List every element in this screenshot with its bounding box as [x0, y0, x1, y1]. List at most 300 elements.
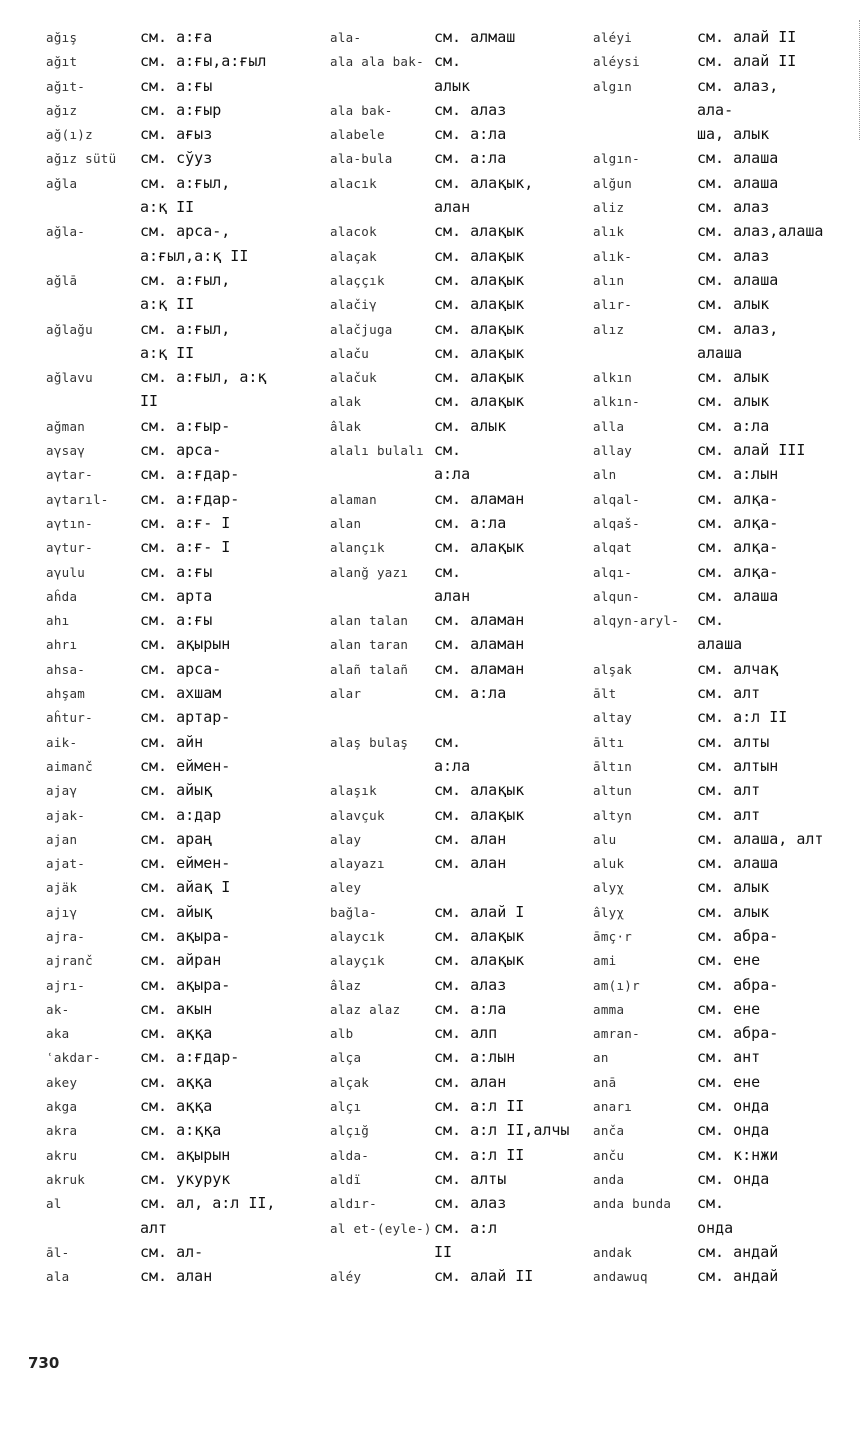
entry-headword: âlak — [330, 418, 362, 434]
entry-reference: см. а:ла — [434, 513, 507, 532]
dictionary-entry — [593, 75, 853, 99]
column-2 — [330, 26, 590, 1289]
entry-headword: aliz — [593, 200, 625, 216]
dictionary-entry — [593, 342, 853, 366]
dictionary-entry — [46, 682, 306, 706]
entry-reference: см. алык — [434, 416, 507, 435]
entry-headword: aγtarıl- — [46, 491, 109, 507]
entry-reference: см. алқа- — [697, 513, 779, 532]
dictionary-entry — [593, 366, 853, 390]
entry-reference: см. андай — [697, 1267, 779, 1286]
entry-reference: см. алай II — [434, 1267, 534, 1286]
dictionary-entry — [593, 609, 853, 633]
dictionary-entry — [593, 828, 853, 852]
entry-headword: aγtın- — [46, 515, 93, 531]
dictionary-entry — [46, 706, 306, 730]
entry-headword: alqal- — [593, 491, 640, 507]
dictionary-entry — [330, 876, 590, 900]
entry-headword: âlaz — [330, 977, 362, 993]
entry-headword: aĥtur- — [46, 710, 93, 726]
dictionary-entry — [593, 585, 853, 609]
entry-reference: см. алмаш — [434, 28, 516, 46]
entry-headword: aln — [593, 467, 617, 483]
entry-headword: ajrı- — [46, 977, 86, 993]
entry-reference: см. а:ла — [434, 125, 507, 144]
entry-headword: ahı — [46, 613, 70, 629]
entry-headword: alačiγ — [330, 297, 377, 313]
dictionary-entry — [593, 1192, 853, 1216]
entry-reference: см. андай — [697, 1242, 779, 1261]
entry-headword: ağıt — [46, 54, 78, 70]
entry-reference: см. а:л II — [434, 1145, 525, 1164]
dictionary-entry — [593, 925, 853, 949]
dictionary-entry — [330, 75, 590, 99]
entry-reference: алаша — [697, 343, 743, 362]
dictionary-entry — [593, 731, 853, 755]
dictionary-entry — [593, 50, 853, 74]
entry-reference: см. арса- — [140, 659, 222, 678]
entry-reference: см. алаз — [434, 100, 507, 119]
entry-reference: см. а:ла — [434, 999, 507, 1018]
entry-headword: alacok — [330, 224, 377, 240]
dictionary-entry — [330, 731, 590, 755]
entry-headword: aldï — [330, 1171, 362, 1187]
entry-headword: ağız sütü — [46, 151, 117, 167]
entry-reference: см. алаз, — [697, 319, 779, 338]
dictionary-entry — [330, 585, 590, 609]
entry-reference: см. алаша — [697, 149, 779, 168]
dictionary-entry — [330, 415, 590, 439]
entry-reference: см. ағыз — [140, 125, 213, 144]
entry-headword: ağ(ı)z — [46, 127, 93, 143]
dictionary-entry — [330, 99, 590, 123]
entry-headword: alaçak — [330, 248, 377, 264]
entry-headword: alay — [330, 831, 362, 847]
entry-headword: aléysi — [593, 54, 640, 70]
dictionary-entry — [46, 633, 306, 657]
dictionary-entry — [330, 633, 590, 657]
entry-headword: ahşam — [46, 686, 86, 702]
entry-reference: а:қ II — [140, 198, 195, 217]
dictionary-entry — [46, 50, 306, 74]
entry-reference: алан — [434, 198, 471, 217]
dictionary-entry — [46, 925, 306, 949]
entry-headword: an — [593, 1050, 609, 1066]
entry-headword: alçak — [330, 1074, 370, 1090]
entry-headword: ağlā — [46, 272, 78, 288]
entry-headword: alayazı — [330, 856, 385, 872]
entry-headword: ajak- — [46, 807, 86, 823]
entry-reference: см. сўуз — [140, 149, 213, 168]
entry-reference: см. алақык — [434, 319, 525, 338]
dictionary-entry — [46, 876, 306, 900]
entry-reference: см. а:ғы,а:ғыл — [140, 52, 267, 71]
entry-reference: см. — [434, 732, 462, 751]
dictionary-entry — [330, 1265, 590, 1289]
dictionary-entry — [593, 26, 853, 50]
dictionary-entry — [593, 706, 853, 730]
entry-headword: alançık — [330, 540, 385, 556]
dictionary-entry — [593, 901, 853, 925]
entry-headword: alabele — [330, 127, 385, 143]
dictionary-entry — [46, 828, 306, 852]
entry-headword: aγulu — [46, 564, 86, 580]
entry-headword: ālt — [593, 686, 617, 702]
entry-reference: см. алт — [697, 684, 761, 703]
dictionary-entry — [593, 293, 853, 317]
entry-reference: см. алақык — [434, 343, 525, 362]
dictionary-entry — [330, 925, 590, 949]
dictionary-entry — [593, 561, 853, 585]
entry-reference: см. алп — [434, 1024, 498, 1043]
column-3 — [593, 26, 853, 1289]
column-1 — [46, 26, 306, 1289]
entry-reference: см. алай II — [697, 28, 797, 46]
dictionary-entry — [593, 536, 853, 560]
entry-reference: а:ла — [434, 465, 471, 484]
entry-headword: alaču — [330, 345, 370, 361]
entry-reference: см. алык — [697, 392, 770, 411]
entry-reference: см. ене — [697, 1072, 761, 1091]
entry-headword: amma — [593, 1001, 625, 1017]
entry-headword: ahsa- — [46, 661, 86, 677]
dictionary-entry — [330, 706, 590, 730]
dictionary-entry — [593, 1241, 853, 1265]
dictionary-entry — [330, 561, 590, 585]
entry-reference: см. аққа — [140, 1024, 213, 1043]
entry-headword: anarı — [593, 1099, 633, 1115]
entry-headword: alalı bulalı — [330, 443, 424, 459]
dictionary-entry — [330, 245, 590, 269]
entry-reference: см. алақык — [434, 222, 525, 241]
entry-reference: см. а:лын — [434, 1048, 516, 1067]
entry-reference: см. абра- — [697, 975, 779, 994]
entry-reference: см. ақырын — [140, 1145, 231, 1164]
entry-headword: alavçuk — [330, 807, 385, 823]
entry-headword: alık- — [593, 248, 633, 264]
entry-reference: см. — [434, 52, 462, 71]
dictionary-entry — [46, 755, 306, 779]
dictionary-entry — [593, 633, 853, 657]
entry-reference: см. алай III — [697, 441, 806, 460]
dictionary-entry — [330, 1119, 590, 1143]
entry-headword: alqaš- — [593, 515, 640, 531]
entry-reference: см. алты — [434, 1169, 507, 1188]
entry-reference: см. а:ғы — [140, 76, 213, 95]
entry-headword: alaş bulaş — [330, 734, 409, 750]
dictionary-entry — [593, 998, 853, 1022]
dictionary-entry — [330, 196, 590, 220]
entry-headword: alın — [593, 272, 625, 288]
dictionary-entry — [46, 463, 306, 487]
entry-reference: см. онда — [697, 1121, 770, 1140]
entry-reference: см. укурук — [140, 1169, 231, 1188]
dictionary-entry — [593, 755, 853, 779]
entry-reference: см. араң — [140, 829, 213, 848]
dictionary-entry — [46, 1022, 306, 1046]
page-number: 730 — [28, 1354, 60, 1372]
entry-reference: см. алқа- — [697, 538, 779, 557]
dictionary-entry — [330, 828, 590, 852]
dictionary-entry — [46, 1071, 306, 1095]
entry-headword: aγtur- — [46, 540, 93, 556]
entry-headword: ağış — [46, 30, 78, 45]
dictionary-entry — [330, 50, 590, 74]
entry-reference: см. а:ла — [434, 684, 507, 703]
entry-reference: см. алақык — [434, 368, 525, 387]
entry-headword: ağız — [46, 102, 78, 118]
dictionary-entry — [46, 561, 306, 585]
entry-reference: см. алаз, — [697, 76, 779, 95]
dictionary-entry — [593, 852, 853, 876]
dictionary-entry — [46, 1192, 306, 1216]
entry-headword: alu — [593, 831, 617, 847]
dictionary-entry — [330, 269, 590, 293]
entry-reference: см. алақык — [434, 270, 525, 289]
entry-reference: см. а:ғдар- — [140, 465, 240, 484]
entry-reference: алан — [434, 586, 471, 605]
entry-headword: alaççık — [330, 272, 385, 288]
entry-reference: см. ене — [697, 951, 761, 970]
entry-headword: al et-(eyle-) — [330, 1220, 432, 1236]
entry-headword: algın — [593, 78, 633, 94]
entry-reference: онда — [697, 1218, 734, 1237]
entry-reference: алаша — [697, 635, 743, 654]
dictionary-entry — [46, 779, 306, 803]
entry-reference: см. а:л II,алчы — [434, 1121, 570, 1140]
entry-headword: alık — [593, 224, 625, 240]
entry-headword: alačuk — [330, 370, 377, 386]
dictionary-entry — [330, 342, 590, 366]
dictionary-entry — [330, 1144, 590, 1168]
dictionary-entry — [330, 779, 590, 803]
dictionary-entry — [330, 682, 590, 706]
entry-headword: ala bak- — [330, 102, 393, 118]
entry-headword: alla — [593, 418, 625, 434]
entry-reference: см. а:ғыр — [140, 100, 222, 119]
entry-headword: ajan — [46, 831, 78, 847]
entry-reference: см. айран — [140, 951, 222, 970]
entry-reference: см. алақык, — [434, 173, 534, 192]
entry-reference: см. ант — [697, 1048, 761, 1067]
entry-headword: aldır- — [330, 1196, 377, 1212]
dictionary-entry — [330, 804, 590, 828]
dictionary-entry — [330, 852, 590, 876]
entry-headword: āl- — [46, 1244, 70, 1260]
dictionary-entry — [330, 463, 590, 487]
entry-reference: см. аққа — [140, 1072, 213, 1091]
entry-headword: alyχ — [593, 880, 625, 896]
entry-reference: см. алык — [697, 368, 770, 387]
entry-reference: а:қ II — [140, 343, 195, 362]
dictionary-entry — [330, 658, 590, 682]
dictionary-entry — [593, 172, 853, 196]
dictionary-entry — [46, 1265, 306, 1289]
dictionary-entry — [593, 415, 853, 439]
entry-headword: al — [46, 1196, 62, 1212]
entry-headword: alqı- — [593, 564, 633, 580]
dictionary-entry — [330, 26, 590, 50]
entry-headword: alak — [330, 394, 362, 410]
entry-headword: algın- — [593, 151, 640, 167]
entry-headword: ala- — [330, 30, 362, 45]
entry-reference: см. к:нжи — [697, 1145, 779, 1164]
dictionary-entry — [46, 196, 306, 220]
entry-reference: алт — [140, 1218, 168, 1237]
entry-reference: см. а:ғыл, — [140, 319, 231, 338]
entry-headword: akga — [46, 1099, 78, 1115]
dictionary-entry — [46, 318, 306, 342]
entry-headword: anču — [593, 1147, 625, 1163]
entry-reference: см. ақыра- — [140, 926, 231, 945]
entry-headword: alačjuga — [330, 321, 393, 337]
entry-headword: ʿakdar- — [46, 1050, 101, 1066]
entry-headword: alan talan — [330, 613, 409, 629]
entry-reference: см. аламан — [434, 635, 525, 654]
entry-headword: alb — [330, 1026, 354, 1042]
dictionary-entry — [593, 1168, 853, 1192]
entry-reference: а:ла — [434, 756, 471, 775]
dictionary-entry — [330, 390, 590, 414]
entry-reference: см. алт — [697, 805, 761, 824]
entry-reference: см. онда — [697, 1169, 770, 1188]
dictionary-entry — [330, 366, 590, 390]
entry-headword: āltı — [593, 734, 625, 750]
dictionary-entry — [330, 1071, 590, 1095]
dictionary-entry — [46, 26, 306, 50]
dictionary-entry — [46, 439, 306, 463]
dictionary-entry — [46, 99, 306, 123]
dictionary-entry — [593, 196, 853, 220]
entry-reference: см. ал, а:л II, — [140, 1194, 276, 1213]
entry-headword: ajäk — [46, 880, 78, 896]
entry-reference: см. а:ла — [434, 149, 507, 168]
dictionary-entry — [330, 1192, 590, 1216]
dictionary-entry — [593, 1046, 853, 1070]
entry-headword: ağman — [46, 418, 86, 434]
entry-reference: см. а:ғдар- — [140, 1048, 240, 1067]
entry-headword: alaycık — [330, 928, 385, 944]
dictionary-entry — [330, 609, 590, 633]
entry-reference: см. еймен- — [140, 756, 231, 775]
entry-reference: см. алаз,алаша — [697, 222, 824, 241]
dictionary-entry — [330, 1022, 590, 1046]
entry-reference: см. аламан — [434, 659, 525, 678]
entry-headword: am(ı)r — [593, 977, 640, 993]
entry-headword: alar — [330, 686, 362, 702]
page-edge-mark — [859, 20, 862, 140]
entry-reference: см. ал- — [140, 1242, 204, 1261]
entry-headword: bağla- — [330, 904, 377, 920]
entry-headword: alacık — [330, 175, 377, 191]
entry-reference: см. а:ғ- I — [140, 538, 231, 557]
dictionary-entry — [593, 269, 853, 293]
dictionary-entry — [330, 488, 590, 512]
dictionary-entry — [46, 245, 306, 269]
entry-reference: см. а:ға — [140, 28, 213, 46]
dictionary-entry — [46, 609, 306, 633]
entry-reference: см. алаша — [697, 854, 779, 873]
entry-reference: см. айақ I — [140, 878, 231, 897]
entry-headword: andak — [593, 1244, 633, 1260]
entry-headword: ağlavu — [46, 370, 93, 386]
entry-headword: alaman — [330, 491, 377, 507]
entry-reference: см. алаша — [697, 270, 779, 289]
entry-reference: см. алан — [434, 854, 507, 873]
entry-headword: aimanč — [46, 758, 93, 774]
entry-reference: см. абра- — [697, 926, 779, 945]
entry-reference: см. аққа — [140, 1097, 213, 1116]
dictionary-entry — [46, 998, 306, 1022]
entry-reference: см. алык — [697, 878, 770, 897]
dictionary-entry — [330, 1241, 590, 1265]
entry-headword: aγtar- — [46, 467, 93, 483]
entry-reference: алык — [434, 76, 471, 95]
entry-headword: ala-bula — [330, 151, 393, 167]
entry-reference: см. а:ғыл, — [140, 173, 231, 192]
dictionary-entry — [46, 512, 306, 536]
entry-headword: ajaγ — [46, 783, 78, 799]
dictionary-entry — [593, 1071, 853, 1095]
entry-headword: alçığ — [330, 1123, 370, 1139]
dictionary-entry — [46, 220, 306, 244]
entry-reference: см. алан — [434, 1072, 507, 1091]
dictionary-entry — [593, 245, 853, 269]
entry-reference: а:ғыл,а:қ II — [140, 246, 249, 265]
entry-reference: см. ахшам — [140, 684, 222, 703]
entry-headword: aik- — [46, 734, 78, 750]
entry-reference: см. — [434, 562, 462, 581]
dictionary-entry — [46, 585, 306, 609]
dictionary-entry — [46, 1217, 306, 1241]
dictionary-entry — [46, 974, 306, 998]
entry-headword: altun — [593, 783, 633, 799]
entry-headword: alaz alaz — [330, 1001, 401, 1017]
entry-headword: ajıγ — [46, 904, 78, 920]
dictionary-entry — [46, 366, 306, 390]
entry-reference: см. алақык — [434, 295, 525, 314]
entry-reference: см. а:ғыл, — [140, 270, 231, 289]
entry-headword: alañ talañ — [330, 661, 409, 677]
entry-reference: см. а:ққа — [140, 1121, 222, 1140]
entry-headword: allay — [593, 443, 633, 459]
entry-headword: ami — [593, 953, 617, 969]
entry-headword: aγsaγ — [46, 443, 86, 459]
entry-reference: см. алай II — [697, 52, 797, 71]
entry-headword: alayçık — [330, 953, 385, 969]
dictionary-entry — [46, 804, 306, 828]
entry-reference: см. аламан — [434, 489, 525, 508]
dictionary-entry — [46, 415, 306, 439]
dictionary-entry — [593, 123, 853, 147]
dictionary-entry — [593, 658, 853, 682]
dictionary-entry — [46, 147, 306, 171]
entry-headword: âlyχ — [593, 904, 625, 920]
entry-headword: āltın — [593, 758, 633, 774]
dictionary-entry — [593, 949, 853, 973]
dictionary-entry — [593, 682, 853, 706]
dictionary-entry — [593, 974, 853, 998]
entry-headword: aléy — [330, 1269, 362, 1285]
entry-headword: alçı — [330, 1099, 362, 1115]
dictionary-entry — [593, 779, 853, 803]
dictionary-entry — [46, 536, 306, 560]
entry-headword: alan taran — [330, 637, 409, 653]
entry-headword: aluk — [593, 856, 625, 872]
entry-reference: II — [434, 1242, 453, 1261]
entry-headword: alanğ yazı — [330, 564, 409, 580]
entry-headword: anā — [593, 1074, 617, 1090]
